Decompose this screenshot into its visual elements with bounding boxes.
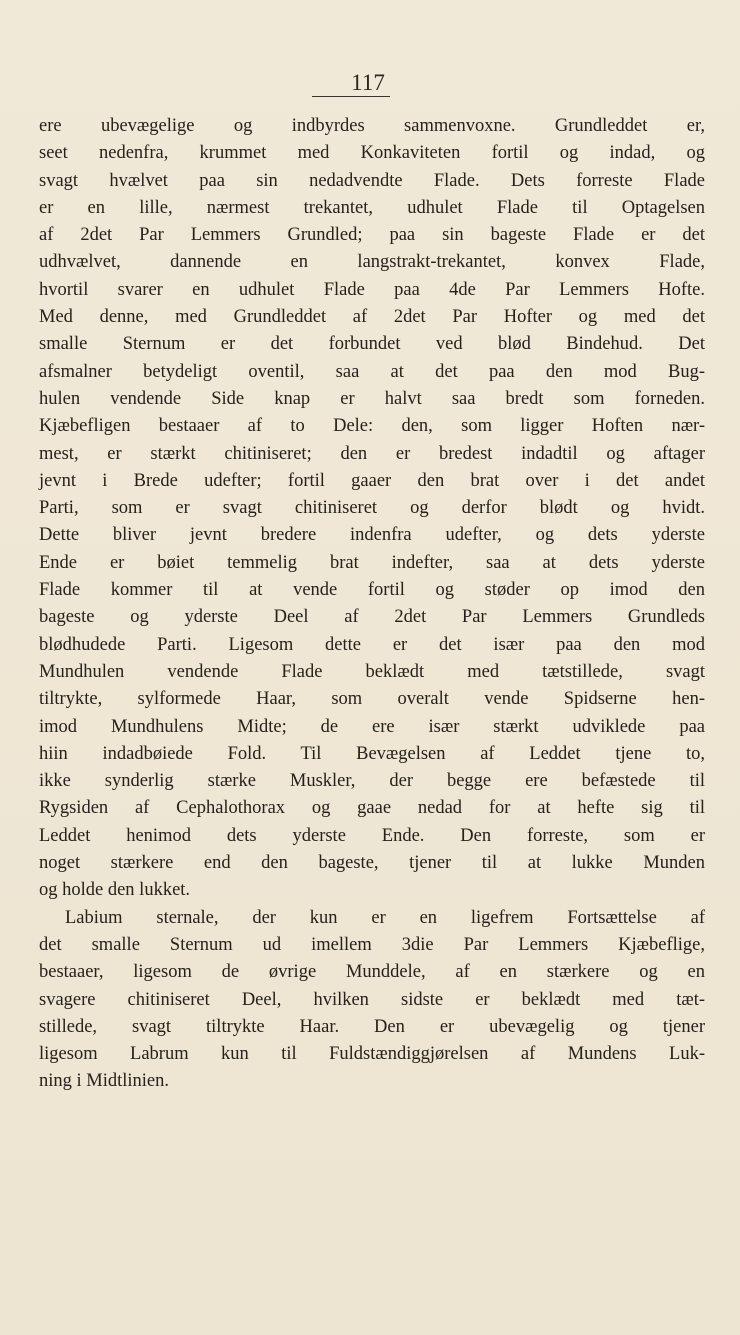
text-line: Flade kommer til at vende fortil og støder op imod den xyxy=(39,580,705,601)
text-line: ikke synderlig stærke Muskler, der begge ere befæstede til xyxy=(39,771,705,792)
text-line: afsmalner betydeligt oventil, saa at det paa den mod Bug- xyxy=(39,361,705,382)
text-line: bageste og yderste Deel af 2det Par Lemmers Grundleds xyxy=(39,607,705,628)
text-line: seet nedenfra, krummet med Konkaviteten fortil og indad, og xyxy=(39,143,705,164)
text-line: ere ubevægelige og indbyrdes sammenvoxne. Grundleddet er, xyxy=(39,116,705,136)
text-line: Dette bliver jevnt bredere indenfra udefter, og dets yderste xyxy=(39,525,705,546)
body-text xyxy=(39,113,705,1096)
text-line: Labium sternale, der kun er en ligefrem Fortsættelse af xyxy=(65,907,705,928)
text-line: tiltrykte, sylformede Haar, som overalt vende Spidserne hen- xyxy=(39,689,705,710)
page-number-underline xyxy=(312,96,390,97)
text-line: svagt hvælvet paa sin nedadvendte Flade. Dets forreste Flade xyxy=(39,170,705,191)
text-line: jevnt i Brede udefter; fortil gaaer den brat over i det andet xyxy=(39,470,705,491)
text-line: hiin indadbøiede Fold. Til Bevægelsen af Leddet tjene to, xyxy=(39,743,705,764)
text-line: af 2det Par Lemmers Grundled; paa sin bageste Flade er det xyxy=(39,225,705,246)
text-line: ligesom Labrum kun til Fuldstændiggjørelsen af Mundens Luk- xyxy=(39,1044,705,1065)
text-line: Leddet henimod dets yderste Ende. Den forreste, som er xyxy=(39,825,705,846)
text-line: bestaaer, ligesom de øvrige Munddele, af en stærkere og en xyxy=(39,962,705,983)
text-line: og holde den lukket. xyxy=(39,880,191,901)
text-line: Mundhulen vendende Flade beklædt med tætstillede, svagt xyxy=(39,661,705,682)
text-line: udhvælvet, dannende en langstrakt-trekantet, konvex Flade, xyxy=(39,252,705,273)
text-line: noget stærkere end den bageste, tjener til at lukke Munden xyxy=(39,853,705,874)
text-line: svagere chitiniseret Deel, hvilken sidste er beklædt med tæt- xyxy=(39,989,705,1010)
text-line: imod Mundhulens Midte; de ere især stærkt udviklede paa xyxy=(39,716,705,737)
text-line: mest, er stærkt chitiniseret; den er bredest indadtil og aftager xyxy=(39,443,705,464)
text-line: blødhudede Parti. Ligesom dette er det især paa den mod xyxy=(39,634,705,655)
text-line: Med denne, med Grundleddet af 2det Par Hofter og med det xyxy=(39,307,705,328)
text-line: det smalle Sternum ud imellem 3die Par Lemmers Kjæbeflige, xyxy=(39,934,705,955)
text-line: er en lille, nærmest trekantet, udhulet Flade til Optagelsen xyxy=(39,197,705,218)
text-line: Rygsiden af Cephalothorax og gaae nedad for at hefte sig til xyxy=(39,798,705,819)
text-line: hvortil svarer en udhulet Flade paa 4de Par Lemmers Hofte. xyxy=(39,279,705,300)
text-line: Parti, som er svagt chitiniseret og derfor blødt og hvidt. xyxy=(39,498,705,519)
text-line: hulen vendende Side knap er halvt saa bredt som forneden. xyxy=(39,388,705,409)
text-line: ning i Midtlinien. xyxy=(39,1071,170,1092)
text-line: Kjæbefligen bestaaer af to Dele: den, som ligger Hoften nær- xyxy=(39,416,705,437)
text-line: smalle Sternum er det forbundet ved blød Bindehud. Det xyxy=(39,334,705,355)
text-line: stillede, svagt tiltrykte Haar. Den er ubevægelig og tjener xyxy=(39,1016,705,1037)
page-number: 117 xyxy=(351,70,385,95)
text-line: Ende er bøiet temmelig brat indefter, saa at dets yderste xyxy=(39,552,705,573)
